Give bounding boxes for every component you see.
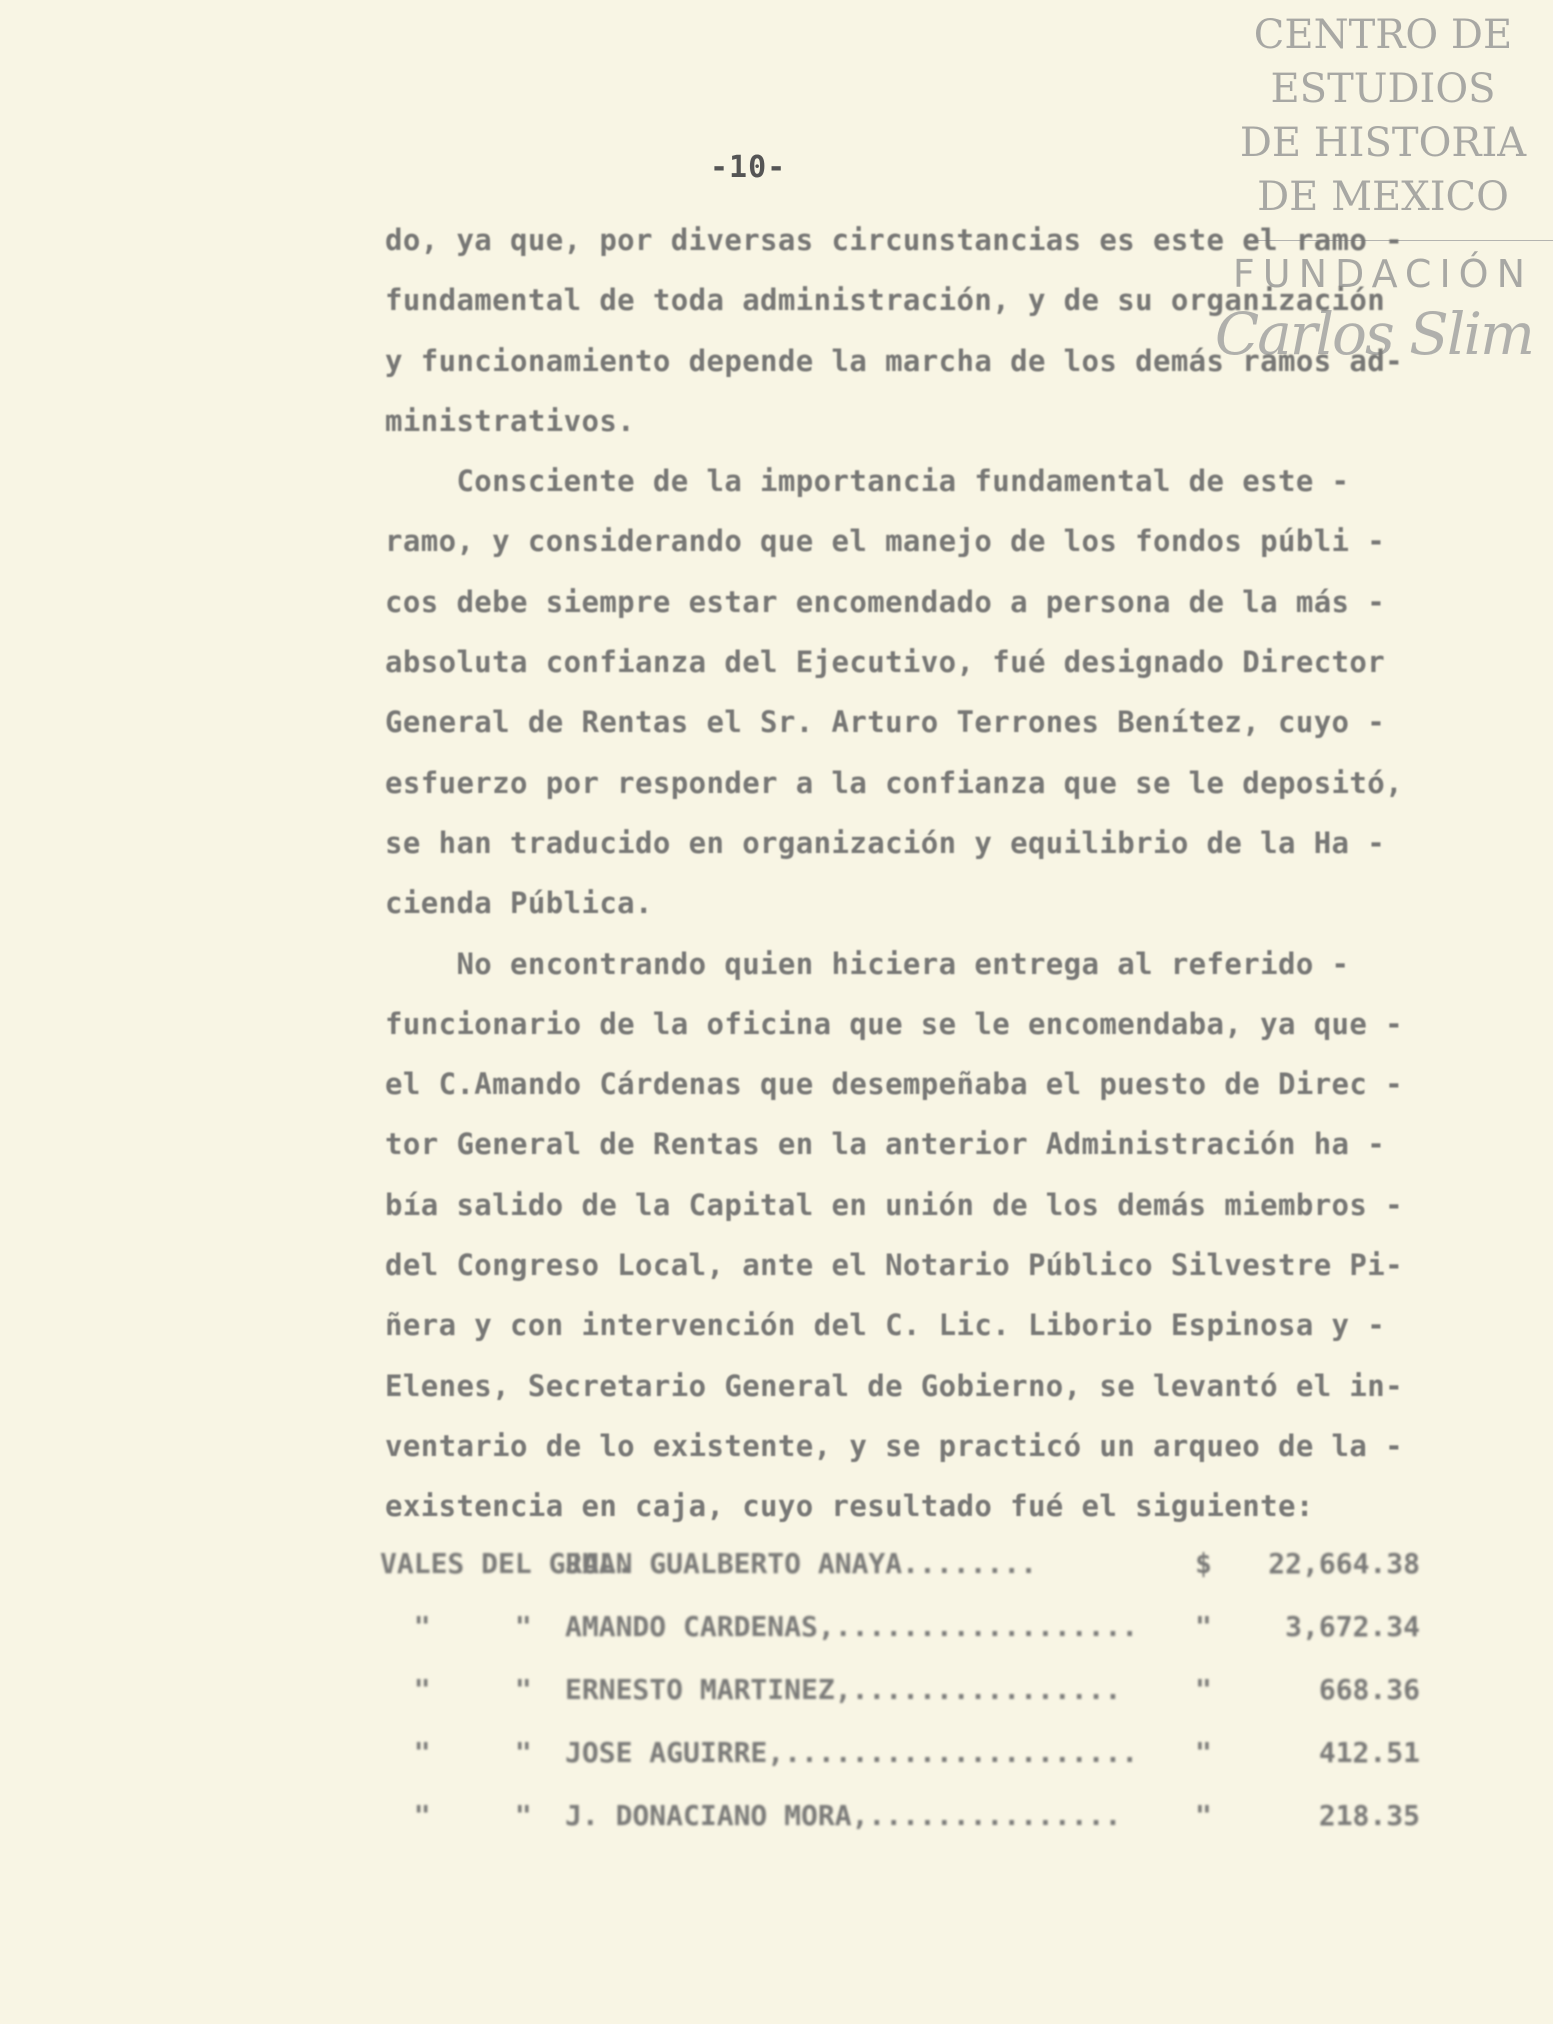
ledger-currency: " (1195, 1736, 1212, 1769)
ledger-currency: " (1195, 1673, 1212, 1706)
text-line: cos debe siempre estar encomendado a persona de la más - (385, 584, 1386, 619)
ledger-prefix: VALES DEL GRAL. (380, 1547, 633, 1580)
watermark-line: DE HISTORIA (1239, 120, 1527, 166)
ledger-currency: " (1195, 1799, 1212, 1832)
watermark-foundation: FUNDACIÓN (1232, 252, 1533, 296)
text-line: ventario de lo existente, y se practicó un arqueo de la - (385, 1428, 1403, 1463)
page-number: -10- (710, 150, 787, 185)
ledger-name: JUAN GUALBERTO ANAYA........ (565, 1547, 1038, 1580)
ledger-row (380, 1547, 1420, 1610)
text-line: esfuerzo por responder a la confianza que se le depositó, (385, 765, 1403, 800)
ledger-amount: 668.36 (1318, 1673, 1420, 1706)
ledger-prefix: " " (380, 1736, 532, 1769)
text-line: General de Rentas el Sr. Arturo Terrones Benítez, cuyo - (385, 705, 1386, 740)
text-line: do, ya que, por diversas circunstancias es este el ramo - (385, 223, 1403, 257)
cash-ledger (380, 1547, 1420, 1862)
ledger-prefix: " " (380, 1799, 532, 1832)
text-line: ñera y con intervención del C. Lic. Liborio Espinosa y - (385, 1308, 1386, 1343)
archive-watermark (1233, 8, 1533, 224)
ledger-row (380, 1673, 1420, 1736)
ledger-currency: " (1195, 1610, 1212, 1643)
text-line: el C.Amando Cárdenas que desempeñaba el puesto de Direc - (385, 1067, 1403, 1102)
text-line: ministrativos. (385, 403, 636, 438)
ledger-row (380, 1610, 1420, 1673)
ledger-prefix: " " (380, 1610, 532, 1643)
ledger-row (380, 1799, 1420, 1862)
ledger-name: JOSE AGUIRRE,..................... (565, 1736, 1139, 1769)
ledger-prefix: " " (380, 1673, 532, 1706)
text-line: No encontrando quien hiciera entrega al referido - (385, 946, 1350, 981)
ledger-amount: 3,672.34 (1285, 1610, 1420, 1643)
watermark-line: CENTRO DE (1253, 12, 1513, 58)
text-line: del Congreso Local, ante el Notario Público Silvestre Pi- (385, 1248, 1403, 1283)
text-line: bía salido de la Capital en unión de los demás miembros - (385, 1187, 1403, 1222)
ledger-name: J. DONACIANO MORA,............... (565, 1799, 1122, 1832)
text-line: se han traducido en organización y equilibrio de la Ha - (385, 825, 1386, 860)
typed-body-text (385, 210, 1425, 1537)
watermark-line: ESTUDIOS (1270, 66, 1496, 112)
text-line: ramo, y considerando que el manejo de los fondos públi - (385, 524, 1386, 559)
text-line: tor General de Rentas en la anterior Administración ha - (385, 1127, 1386, 1162)
watermark-signature: Carlos Slim (1214, 300, 1533, 368)
text-line: Consciente de la importancia fundamental de este - (385, 464, 1350, 499)
text-line: existencia en caja, cuyo resultado fué el siguiente: (385, 1489, 1314, 1524)
text-line: fundamental de toda administración, y de su organización (385, 283, 1386, 318)
text-line: absoluta confianza del Ejecutivo, fué designado Director (385, 645, 1386, 680)
ledger-name: ERNESTO MARTINEZ,................ (565, 1673, 1122, 1706)
text-line: cienda Pública. (385, 886, 653, 921)
ledger-currency: $ (1195, 1547, 1212, 1580)
text-line: y funcionamiento depende la marcha de los demás ramos ad- (385, 343, 1403, 378)
text-line: funcionario de la oficina que se le encomendaba, ya que - (385, 1006, 1403, 1041)
ledger-amount: 22,664.38 (1268, 1547, 1420, 1580)
ledger-amount: 412.51 (1318, 1736, 1420, 1769)
ledger-row (380, 1736, 1420, 1799)
ledger-name: AMANDO CARDENAS,.................. (565, 1610, 1139, 1643)
text-line: Elenes, Secretario General de Gobierno, se levantó el in- (385, 1368, 1403, 1403)
watermark-line: DE MEXICO (1257, 174, 1509, 220)
ledger-amount: 218.35 (1318, 1799, 1420, 1832)
